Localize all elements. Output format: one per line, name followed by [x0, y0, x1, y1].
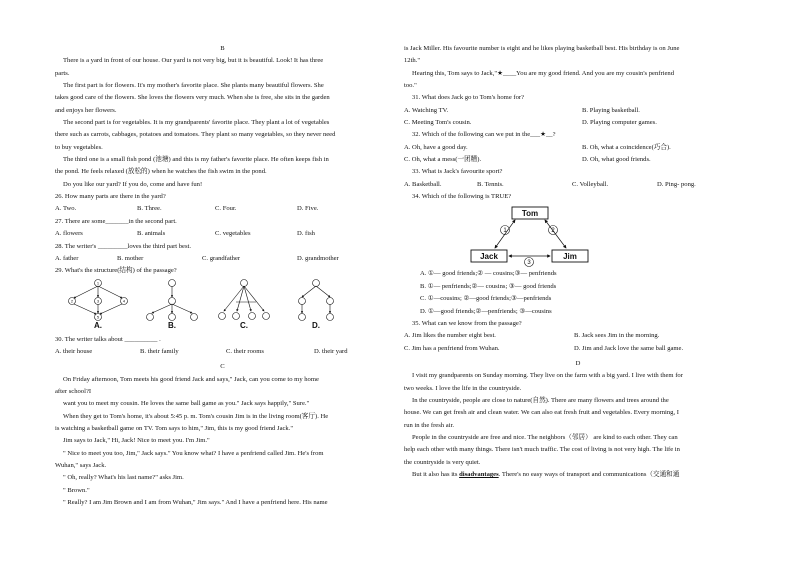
para-line: Wuhan," says Jack. [55, 461, 107, 469]
option: B. Playing basketball. [582, 106, 640, 114]
option: C. Volleyball. [572, 180, 609, 188]
num-2: 2 [551, 228, 555, 235]
para-line: " Oh, really? What's his last name?" asks Jim. [63, 474, 184, 482]
diagram-label: C. [240, 320, 248, 328]
node-label: 2 [70, 298, 74, 304]
para-line: there such as carrots, cabbages, potatoes and tomatoes. They plant so many vegetables, so they never need [55, 131, 336, 139]
option: C. Oh, what a mess(一团糟). [404, 156, 482, 164]
text-pre: But it also has its [412, 470, 460, 478]
q33-options [404, 179, 752, 191]
option: C. grandfather [202, 254, 241, 262]
option: D. Jim and Jack love the same ball game. [574, 344, 684, 352]
option: C. vegetables [215, 230, 251, 238]
question-29: 29. What's the structure(结构) of the passage? [55, 267, 177, 275]
para-line: the countryside is very quiet. [404, 458, 481, 466]
option: D. ①—good friends;②—penfriends; ③—cousins [420, 307, 552, 315]
question-35: 35. What can we know from the passage? [412, 319, 522, 327]
para-line: On Friday afternoon, Tom meets his good friend Jack and says," Jack, can you come to my home [63, 375, 319, 383]
section-d-heading: D [575, 359, 581, 367]
node-label: 1 [96, 280, 100, 286]
option: C. Four. [215, 205, 237, 213]
para-line: help each other with many things. There isn't much traffic. The cost of living is not very high. The life in [404, 446, 680, 454]
para-line: " Nice to meet you too, Jim," Jack says." You know what? I have a penfriend called Jim. He's from [63, 449, 324, 457]
para-line: the pond. He feels relaxed (放松的) when he watches the fish swim in the pond. [55, 168, 267, 176]
option: D. Five. [297, 205, 319, 213]
para-line: parts. [55, 69, 70, 77]
para-line: 12th." [404, 57, 421, 65]
relationship-diagram [404, 203, 752, 268]
option: C. their rooms [226, 347, 264, 355]
option: A. Watching TV. [404, 106, 449, 114]
para-line: The first part is for flowers. It's my mother's favorite place. She plants many beautiful flowers. She [63, 82, 324, 90]
para-line: after school?I [55, 387, 92, 395]
para-line-last [404, 469, 752, 481]
option: B. animals [137, 230, 166, 238]
question-27: 27. There are some_______in the second part. [55, 217, 177, 225]
diagram-label: A. [94, 320, 102, 328]
q27-options [55, 228, 390, 240]
para-line: " Brown." [63, 486, 90, 494]
label-jim: Jim [563, 252, 577, 262]
para-line: is Jack Miller. His favourite number is eight and he likes playing basketball best. His birthday is on June [404, 45, 680, 52]
q31-options [404, 117, 752, 129]
para-line: takes good care of the flowers. She loves the flowers very much. When she is free, she sits in the garden [55, 94, 330, 102]
question-33: 33. What is Jack's favourite sport? [412, 168, 503, 176]
option: A. ①— good friends;② — cousins;③— penfriends [420, 270, 557, 278]
option: C. ①—cousins; ②—good friends;③—penfriends [420, 295, 552, 303]
para-line: When they get to Tom's home, it's about 5:45 p. m. Tom's cousin Jim is in the living room(客厅). He [63, 412, 329, 420]
option: D. Oh, what good friends. [582, 156, 651, 164]
diagram-label: D. [312, 320, 320, 328]
option: D. fish [297, 230, 315, 238]
option: B. mother [117, 254, 144, 262]
question-34: 34. Which of the following is TRUE? [412, 193, 512, 201]
q35-options [404, 330, 752, 342]
option: B. Jack sees Jim in the morning. [574, 332, 660, 340]
node-label: 4 [122, 298, 126, 304]
para-line: Hearing this, Tom says to Jack,"★____You are my good friend. And you are my cousin's penfriend [412, 69, 674, 77]
option: A. their house [55, 347, 93, 355]
q35-options [404, 343, 752, 355]
num-3: 3 [527, 260, 531, 267]
right-column [404, 0, 752, 481]
option: A. Oh, have a good day. [404, 143, 468, 151]
para-line: The second part is for vegetables. It is my grandparents' favorite place. They plant a lot of vegetables [63, 119, 330, 127]
option: D. grandmother [297, 254, 339, 262]
option: C. Jim has a penfriend from Wuhan. [404, 344, 500, 352]
para-line: Do you like our yard? If you do, come and have fun! [63, 180, 203, 188]
question-31: 31. What does Jack go to Tom's home for? [412, 94, 525, 102]
diagram-b [147, 279, 198, 320]
left-column [55, 0, 390, 509]
para-line: run in the fresh air. [404, 421, 454, 429]
q31-options [404, 105, 752, 117]
para-line: " Really? I am Jim Brown and I am from Wuhan," Jim says." And I have a penfriend here. His name [63, 499, 328, 506]
para-line: is watching a basketball game on TV. Tom says to him," Jim, this is my good friend Jack." [55, 424, 294, 432]
option: B. their family [140, 347, 179, 355]
option: B. Oh, what a coincidence(巧合). [582, 143, 671, 151]
para-line: In the countryside, people are close to nature(自然). There are many flowers and trees around the [412, 396, 669, 404]
option: A. Jim likes the number eight best. [404, 332, 496, 340]
question-28: 28. The writer's _________loves the third part best. [55, 242, 192, 250]
para-line: too." [404, 82, 417, 90]
para-line: two weeks. I love the life in the countryside. [404, 384, 522, 392]
option: B. ①— penfriends;②— cousins; ③— good friends [420, 282, 557, 290]
question-32: 32. Which of the following can we put in the___★__? [412, 131, 556, 139]
label-tom: Tom [521, 209, 539, 219]
para-line: People in the countryside are free and nice. The neighbors（邻居） are kind to each other. They can [412, 433, 678, 441]
text-post: . There's no easy ways of transport and communications（交通和通 [498, 470, 680, 478]
structure-diagrams [60, 278, 350, 328]
diagram-d [299, 279, 334, 320]
option: B. Three. [137, 205, 162, 213]
diagram-label: B. [168, 320, 176, 328]
q26-options [55, 203, 390, 215]
num-1: 1 [503, 228, 507, 235]
q28-options [55, 253, 390, 265]
label-jack: Jack [480, 252, 498, 262]
node-label: 3 [96, 298, 100, 304]
para-line: house. We can get fresh air and clean water. We can also eat fresh fruit and vegetables. Every morning, I [404, 409, 679, 417]
option: B. Tennis. [477, 180, 504, 188]
option: D. Playing computer games. [582, 119, 657, 127]
option: D. Ping- pong. [657, 180, 696, 188]
para-line: and enjoys her flowers. [55, 106, 117, 114]
option: D. their yard [314, 347, 348, 355]
diagram-c [219, 279, 270, 319]
option: A. Two. [55, 205, 77, 213]
disadvantages-word: disadvantages [459, 470, 499, 478]
q32-options [404, 154, 752, 166]
question-30: 30. The writer talks about __________ . [55, 335, 161, 343]
para-line: There is a yard in front of our house. Our yard is not very big, but it is beautiful. Look! It has three [63, 57, 324, 65]
option: A. flowers [55, 230, 83, 238]
q30-options [55, 346, 390, 358]
option: A. Basketball. [404, 180, 442, 188]
option: A. father [55, 254, 79, 262]
question-26: 26. How many parts are there in the yard? [55, 193, 166, 201]
option: C. Meeting Tom's cousin. [404, 119, 472, 127]
node-label: 5 [96, 314, 100, 320]
para-line: want you to meet my cousin. He loves the same ball game as you." Jack says happily," Sure." [63, 400, 310, 408]
section-b-heading: B [220, 45, 225, 52]
q32-options [404, 142, 752, 154]
para-line: Jim says to Jack," Hi, Jack! Nice to meet you. I'm Jim." [63, 437, 210, 445]
para-line: to buy vegetables. [55, 143, 103, 151]
section-c-heading: C [220, 363, 225, 371]
para-line: I visit my grandparents on Sunday morning. They live on the farm with a big yard. I live with them for [412, 372, 683, 380]
para-line: The third one is a small fish pond (池塘) and this is my father's favorite place. He often keeps fish in [63, 156, 329, 164]
